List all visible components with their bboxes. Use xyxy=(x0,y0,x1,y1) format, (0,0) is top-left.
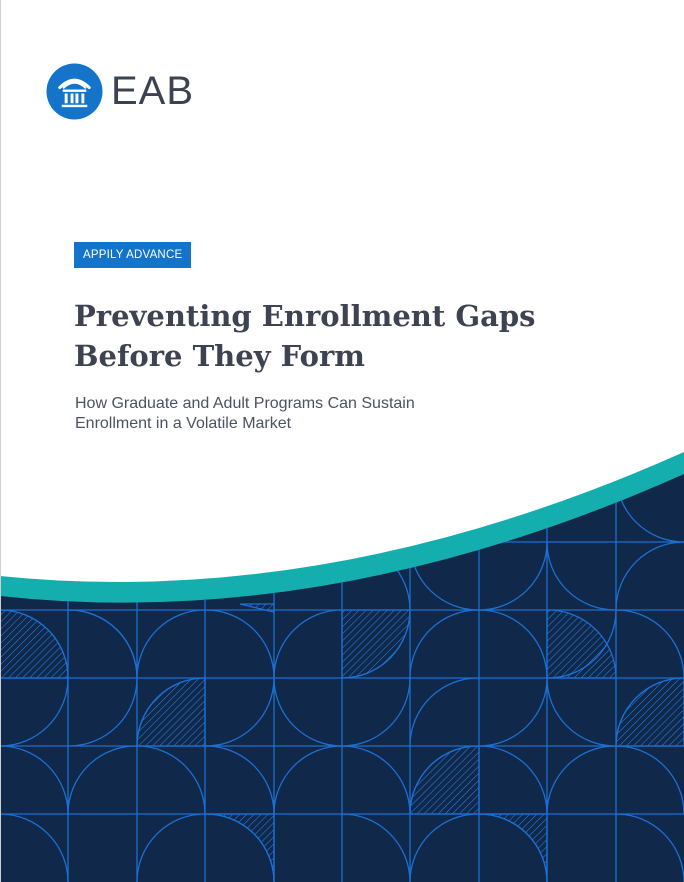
program-badge: APPILY ADVANCE xyxy=(74,242,191,268)
title-line-1: Preventing Enrollment Gaps xyxy=(74,299,536,333)
subtitle-line-2: Enrollment in a Volatile Market xyxy=(75,415,292,432)
report-subtitle xyxy=(75,394,495,434)
eab-logo xyxy=(46,62,194,120)
subtitle-line-1: How Graduate and Adult Programs Can Sustain xyxy=(75,395,415,412)
page-edge-line xyxy=(0,0,1,882)
columned-building-icon xyxy=(46,63,103,120)
logo-wordmark: EAB xyxy=(111,69,195,113)
report-title xyxy=(74,296,634,376)
title-line-2: Before They Form xyxy=(74,339,365,373)
